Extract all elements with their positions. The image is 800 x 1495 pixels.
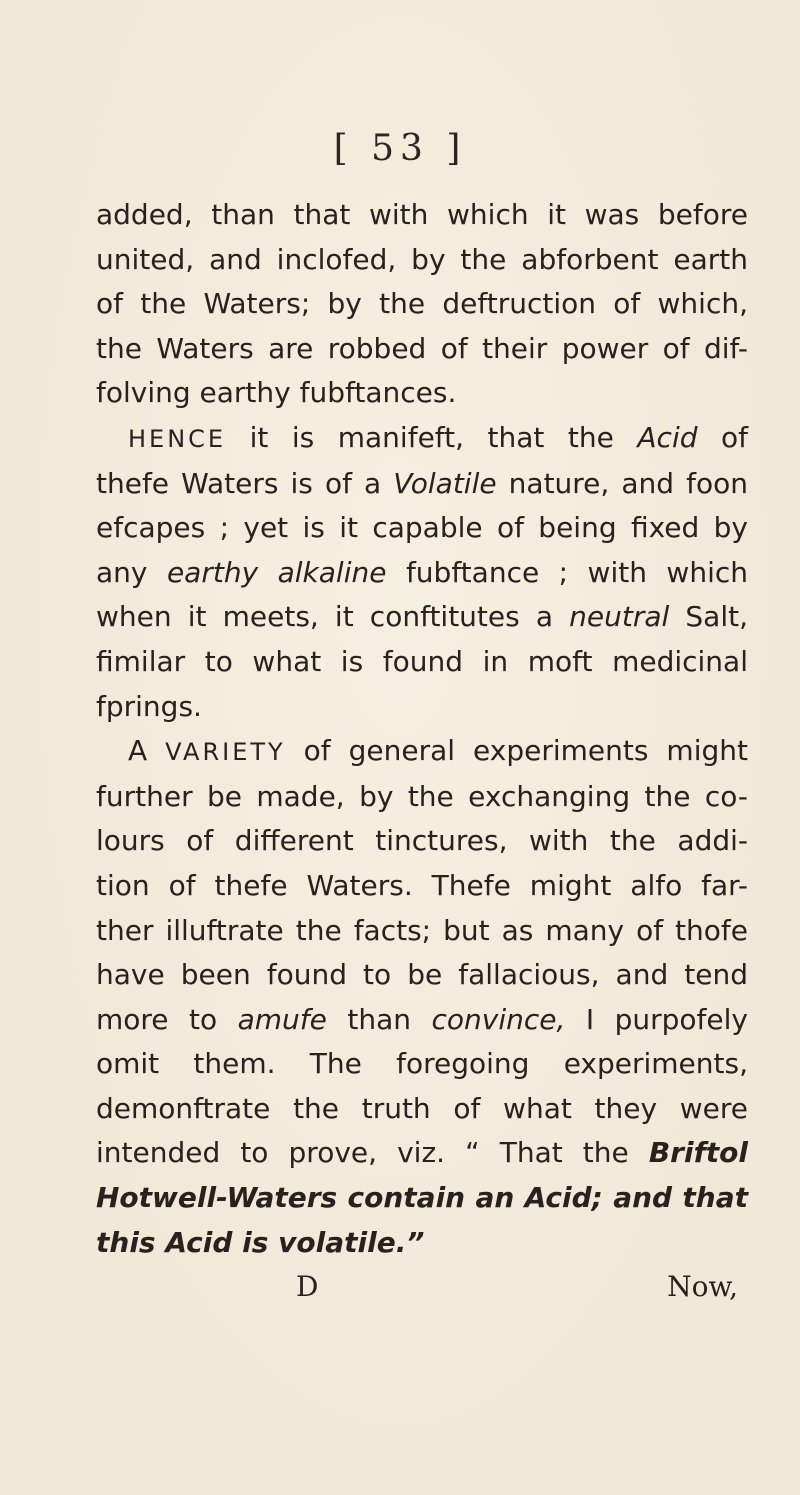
text-line: Hotwell-Waters contain an Acid; and that bbox=[96, 1181, 748, 1215]
text-line: of the Waters; by the deftruction of which, bbox=[96, 287, 748, 321]
italic-word: neutral bbox=[569, 600, 670, 634]
text-line: this Acid is volatile.” bbox=[96, 1225, 425, 1259]
catchword: Now, bbox=[667, 1270, 738, 1304]
text-line: any earthy alkaline fubftance ; with which bbox=[96, 555, 749, 589]
italic-word: Volatile bbox=[393, 466, 497, 500]
text-line: ther illuftrate the facts; but as many of thofe bbox=[96, 913, 748, 947]
text-line: fimilar to what is found in moft medicinal bbox=[96, 644, 748, 678]
small-caps-word: VARIETY bbox=[165, 738, 286, 767]
text-line: demonftrate the truth of what they were bbox=[96, 1091, 748, 1125]
page-footer bbox=[96, 1265, 748, 1310]
text-line: A VARIETY of general experiments might bbox=[128, 734, 748, 768]
small-caps-word: HENCE bbox=[128, 424, 227, 453]
text-line: united, and inclofed, by the abforbent earth bbox=[96, 242, 748, 276]
italic-word: earthy alkaline bbox=[166, 555, 387, 589]
italic-word: convince, bbox=[431, 1002, 566, 1036]
text-line: thefe Waters is of a Volatile nature, and foon bbox=[96, 466, 748, 500]
text-line: folving earthy fubftances. bbox=[96, 376, 457, 410]
signature-mark: D bbox=[296, 1270, 319, 1304]
text-line: when it meets, it conftitutes a neutral Salt, bbox=[96, 600, 748, 634]
text-line: further be made, by the exchanging the co- bbox=[96, 779, 748, 813]
italic-word: Acid bbox=[637, 420, 698, 454]
text-line: lours of different tinctures, with the addi- bbox=[96, 824, 748, 858]
body-text bbox=[96, 193, 748, 1310]
text-line: fprings. bbox=[96, 689, 202, 723]
italic-word: amufe bbox=[237, 1002, 327, 1036]
text-line: have been found to be fallacious, and tend bbox=[96, 958, 748, 992]
text-line: the Waters are robbed of their power of dif- bbox=[96, 331, 748, 365]
text-line: more to amufe than convince, I purpofely bbox=[96, 1002, 748, 1036]
text-line: HENCE it is manifeft, that the Acid of bbox=[128, 420, 748, 454]
text-line: efcapes ; yet is it capable of being fixed by bbox=[96, 511, 748, 545]
text-line: omit them. The foregoing experiments, bbox=[96, 1047, 748, 1081]
text-line: added, than that with which it was before bbox=[96, 198, 748, 231]
page-number: [ 53 ] bbox=[333, 128, 467, 169]
text-line: tion of thefe Waters. Thefe might alfo far- bbox=[96, 868, 748, 902]
italic-word: Briftol bbox=[648, 1136, 748, 1170]
text-line: intended to prove, viz. “ That the Briftol bbox=[96, 1136, 748, 1170]
